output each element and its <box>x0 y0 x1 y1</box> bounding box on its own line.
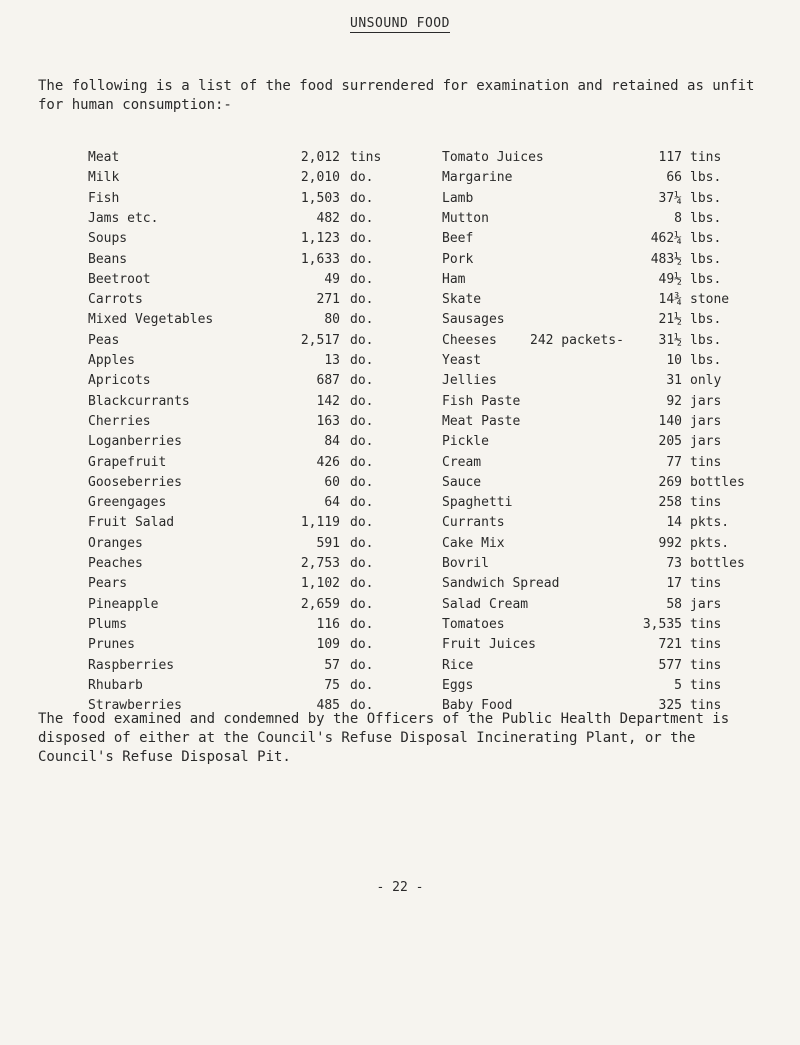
right-unit: pkts. <box>690 515 730 531</box>
table-row <box>0 556 800 576</box>
right-quantity: 8 <box>674 210 682 226</box>
left-unit: do. <box>350 474 374 490</box>
right-unit: lbs. <box>690 353 722 368</box>
table-row <box>0 455 800 475</box>
right-item: Cheeses <box>442 332 497 348</box>
right-unit: tins <box>690 677 722 693</box>
right-item: Sandwich Spread <box>442 576 560 592</box>
right-item: Pickle <box>442 434 489 450</box>
left-quantity: 64 <box>324 495 340 511</box>
table-row <box>0 617 800 637</box>
right-unit: stone <box>690 292 730 308</box>
right-quantity: 5 <box>674 677 682 693</box>
right-item: Ham <box>442 271 466 287</box>
left-unit: do. <box>350 190 374 206</box>
left-unit: do. <box>350 434 374 450</box>
left-quantity: 2,517 <box>300 332 340 348</box>
left-unit: do. <box>350 231 374 247</box>
table-row <box>0 536 800 556</box>
right-quantity: 10 <box>666 353 682 368</box>
right-item: Cream <box>442 454 482 470</box>
right-item: Yeast <box>442 353 482 368</box>
right-quantity: 21½ <box>658 312 682 328</box>
right-unit: jars <box>690 393 722 409</box>
left-item: Grapefruit <box>88 454 167 470</box>
right-unit: lbs. <box>690 231 722 247</box>
right-item: Spaghetti <box>442 495 513 511</box>
left-unit: do. <box>350 576 374 592</box>
left-quantity: 1,102 <box>300 576 340 592</box>
left-quantity: 687 <box>316 373 340 389</box>
right-unit: lbs. <box>690 271 722 287</box>
right-unit: bottles <box>690 474 745 490</box>
right-item: Mutton <box>442 210 489 226</box>
left-unit: do. <box>350 271 374 287</box>
left-quantity: 84 <box>324 434 340 450</box>
left-unit: do. <box>350 698 374 714</box>
table-row <box>0 515 800 535</box>
right-item: Sausages <box>442 312 505 328</box>
right-item: Beef <box>442 231 474 247</box>
right-unit: lbs. <box>690 210 722 226</box>
right-unit: lbs. <box>690 190 722 206</box>
left-item: Raspberries <box>88 657 175 673</box>
right-quantity: 77 <box>666 454 682 470</box>
left-item: Fish <box>88 190 120 206</box>
left-item: Beans <box>88 251 128 267</box>
right-quantity: 14¾ <box>658 292 682 308</box>
table-row <box>0 495 800 515</box>
table-row <box>0 252 800 272</box>
left-quantity: 1,123 <box>300 231 340 247</box>
intro-paragraph: The following is a list of the food surrendered for examination and retained as unfit for human consumption:- <box>38 78 755 113</box>
right-quantity: 58 <box>666 596 682 612</box>
closing-paragraph: The food examined and condemned by the Officers of the Public Health Department is disposed of either at the Council's Refuse Disposal Incinerating Plant, or the Council's Refuse Disposal Pit. <box>38 711 730 765</box>
left-item: Soups <box>88 231 128 247</box>
table-row <box>0 637 800 657</box>
right-item: Lamb <box>442 190 474 206</box>
left-unit: do. <box>350 170 374 186</box>
left-quantity: 482 <box>316 210 340 226</box>
left-unit: do. <box>350 312 374 328</box>
right-quantity: 140 <box>658 413 682 429</box>
right-unit: lbs. <box>690 170 722 186</box>
right-quantity: 462¼ <box>650 231 682 247</box>
right-item: Currants <box>442 515 505 531</box>
right-unit: only <box>690 373 722 389</box>
left-unit: tins <box>350 150 382 165</box>
left-unit: do. <box>350 292 374 308</box>
right-quantity: 14 <box>666 515 682 531</box>
left-item: Cherries <box>88 413 151 429</box>
right-quantity: 258 <box>658 495 682 511</box>
left-item: Rhubarb <box>88 677 143 693</box>
right-item: Rice <box>442 657 474 673</box>
right-unit: tins <box>690 637 722 653</box>
left-unit: do. <box>350 596 374 612</box>
right-quantity: 483½ <box>650 251 682 267</box>
right-quantity: 325 <box>658 698 682 714</box>
left-unit: do. <box>350 657 374 673</box>
right-unit: tins <box>690 454 722 470</box>
right-quantity: 3,535 <box>642 616 682 632</box>
right-quantity: 37¼ <box>658 190 682 206</box>
left-item: Apricots <box>88 373 151 389</box>
left-unit: do. <box>350 353 374 368</box>
left-quantity: 426 <box>316 454 340 470</box>
left-unit: do. <box>350 454 374 470</box>
right-item: Skate <box>442 292 482 308</box>
left-quantity: 60 <box>324 474 340 490</box>
right-unit: lbs. <box>690 332 722 348</box>
right-quantity: 577 <box>658 657 682 673</box>
right-item: Baby Food <box>442 698 513 714</box>
left-item: Peaches <box>88 556 143 571</box>
right-item: Tomatoes <box>442 616 505 632</box>
left-quantity: 163 <box>316 413 340 429</box>
left-quantity: 75 <box>324 677 340 693</box>
table-row <box>0 191 800 211</box>
left-quantity: 2,753 <box>300 556 340 571</box>
left-quantity: 2,659 <box>300 596 340 612</box>
left-quantity: 591 <box>316 535 340 551</box>
right-quantity: 49½ <box>658 271 682 287</box>
right-quantity: 721 <box>658 637 682 653</box>
right-quantity: 73 <box>666 556 682 571</box>
left-item: Fruit Salad <box>88 515 175 531</box>
right-quantity: 31 <box>666 373 682 389</box>
table-row <box>0 576 800 596</box>
left-unit: do. <box>350 535 374 551</box>
right-item: Sauce <box>442 474 482 490</box>
left-quantity: 2,012 <box>300 150 340 165</box>
left-item: Oranges <box>88 535 143 551</box>
right-unit: tins <box>690 698 722 714</box>
left-quantity: 2,010 <box>300 170 340 186</box>
page-title-text: UNSOUND FOOD <box>350 16 450 31</box>
left-item: Strawberries <box>88 698 182 714</box>
table-row <box>0 414 800 434</box>
left-quantity: 49 <box>324 271 340 287</box>
table-row <box>0 658 800 678</box>
left-quantity: 485 <box>316 698 340 714</box>
left-quantity: 116 <box>316 616 340 632</box>
left-unit: do. <box>350 677 374 693</box>
table-row <box>0 373 800 393</box>
left-unit: do. <box>350 393 374 409</box>
right-item: Salad Cream <box>442 596 529 612</box>
right-unit: tins <box>690 657 722 673</box>
page-title <box>0 16 800 31</box>
left-item: Beetroot <box>88 271 151 287</box>
left-unit: do. <box>350 413 374 429</box>
left-item: Mixed Vegetables <box>88 312 214 328</box>
right-quantity: 992 <box>658 535 682 551</box>
left-unit: do. <box>350 373 374 389</box>
left-quantity: 1,503 <box>300 190 340 206</box>
right-item: Pork <box>442 251 474 267</box>
left-quantity: 13 <box>324 353 340 368</box>
left-item: Meat <box>88 150 120 165</box>
right-unit: tins <box>690 495 722 511</box>
right-unit: pkts. <box>690 535 730 551</box>
left-quantity: 142 <box>316 393 340 409</box>
right-quantity: 205 <box>658 434 682 450</box>
left-item: Milk <box>88 170 120 186</box>
left-item: Apples <box>88 353 135 368</box>
right-item: Cake Mix <box>442 535 505 551</box>
table-row <box>0 678 800 698</box>
right-item: Tomato Juices <box>442 150 544 165</box>
left-quantity: 109 <box>316 637 340 653</box>
table-row <box>0 292 800 312</box>
right-quantity: 17 <box>666 576 682 592</box>
left-item: Pineapple <box>88 596 159 612</box>
left-unit: do. <box>350 332 374 348</box>
left-item: Jams etc. <box>88 210 159 226</box>
left-unit: do. <box>350 556 374 571</box>
page-number: - 22 - <box>376 880 424 895</box>
left-item: Greengages <box>88 495 167 511</box>
table-row <box>0 353 800 373</box>
table-row <box>0 394 800 414</box>
table-row <box>0 312 800 332</box>
left-unit: do. <box>350 495 374 511</box>
right-item: Fruit Juices <box>442 637 536 653</box>
right-item: Jellies <box>442 373 497 389</box>
right-unit: tins <box>690 150 722 165</box>
right-unit: tins <box>690 576 722 592</box>
table-row <box>0 272 800 292</box>
right-item: Bovril <box>442 556 489 571</box>
left-item: Plums <box>88 616 128 632</box>
right-quantity: 269 <box>658 474 682 490</box>
left-unit: do. <box>350 515 374 531</box>
left-unit: do. <box>350 210 374 226</box>
right-unit: jars <box>690 413 722 429</box>
right-annotation: 242 packets- <box>530 332 624 348</box>
left-item: Peas <box>88 332 120 348</box>
table-row <box>0 333 800 353</box>
table-row <box>0 170 800 190</box>
left-unit: do. <box>350 616 374 632</box>
right-quantity: 92 <box>666 393 682 409</box>
left-item: Loganberries <box>88 434 182 450</box>
left-unit: do. <box>350 637 374 653</box>
right-quantity: 31½ <box>658 332 682 348</box>
right-unit: jars <box>690 596 722 612</box>
right-unit: lbs. <box>690 312 722 328</box>
right-unit: lbs. <box>690 251 722 267</box>
left-item: Gooseberries <box>88 474 182 490</box>
table-row <box>0 597 800 617</box>
right-item: Margarine <box>442 170 513 186</box>
left-quantity: 57 <box>324 657 340 673</box>
table-row <box>0 475 800 495</box>
right-unit: bottles <box>690 556 745 571</box>
right-item: Eggs <box>442 677 474 693</box>
table-row <box>0 231 800 251</box>
table-row <box>0 150 800 170</box>
left-item: Prunes <box>88 637 135 653</box>
left-item: Carrots <box>88 292 143 308</box>
table-row <box>0 434 800 454</box>
left-quantity: 80 <box>324 312 340 328</box>
left-quantity: 1,119 <box>300 515 340 531</box>
left-item: Pears <box>88 576 128 592</box>
table-row <box>0 211 800 231</box>
left-quantity: 271 <box>316 292 340 308</box>
right-quantity: 66 <box>666 170 682 186</box>
left-quantity: 1,633 <box>300 251 340 267</box>
left-item: Blackcurrants <box>88 393 190 409</box>
right-item: Fish Paste <box>442 393 521 409</box>
right-item: Meat Paste <box>442 413 521 429</box>
left-unit: do. <box>350 251 374 267</box>
right-unit: tins <box>690 616 722 632</box>
right-unit: jars <box>690 434 722 450</box>
right-quantity: 117 <box>658 150 682 165</box>
